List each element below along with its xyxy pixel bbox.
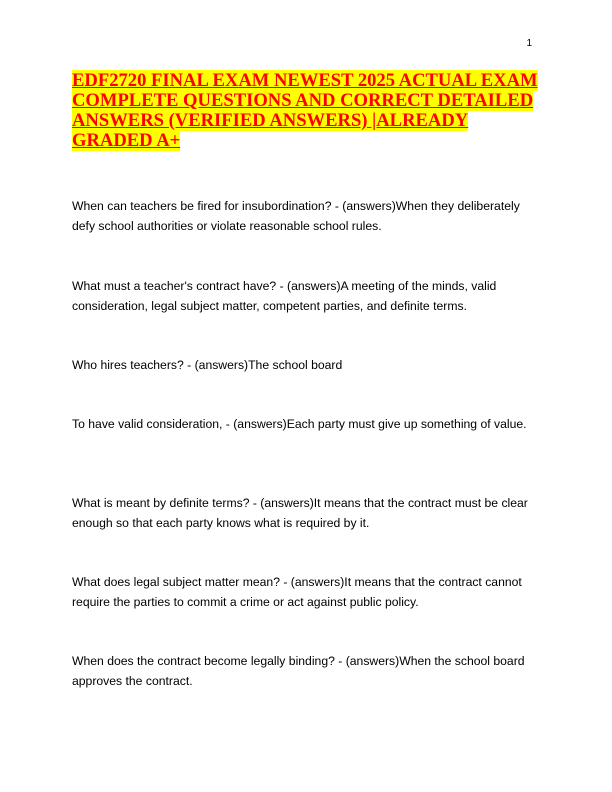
qa-item-1: When can teachers be fired for insubordination? - (answers)When they deliberately defy school authorities or violate reasonable school rules. bbox=[72, 199, 520, 233]
document-title bbox=[72, 71, 542, 151]
qa-item-4: To have valid consideration, - (answers)Each party must give up something of value. bbox=[72, 417, 527, 431]
qa-item-3: Who hires teachers? - (answers)The school board bbox=[72, 358, 343, 372]
qa-item-6: What does legal subject matter mean? - (answers)It means that the contract cannot require the parties to commit a crime or act against public policy. bbox=[72, 575, 522, 609]
qa-item-5: What is meant by definite terms? - (answers)It means that the contract must be clear enough so that each party knows what is required by it. bbox=[72, 496, 528, 530]
document-title-text: EDF2720 FINAL EXAM NEWEST 2025 ACTUAL EXAM COMPLETE QUESTIONS AND CORRECT DETAILED ANSWERS (VERIFIED ANSWERS) |ALREADY GRADED A+ bbox=[72, 70, 538, 151]
qa-list bbox=[72, 196, 542, 691]
page-number: 1 bbox=[526, 38, 532, 49]
qa-item-2: What must a teacher's contract have? - (answers)A meeting of the minds, valid consideration, legal subject matter, competent parties, and definite terms. bbox=[72, 279, 497, 313]
qa-item-7: When does the contract become legally binding? - (answers)When the school board approves the contract. bbox=[72, 654, 525, 688]
